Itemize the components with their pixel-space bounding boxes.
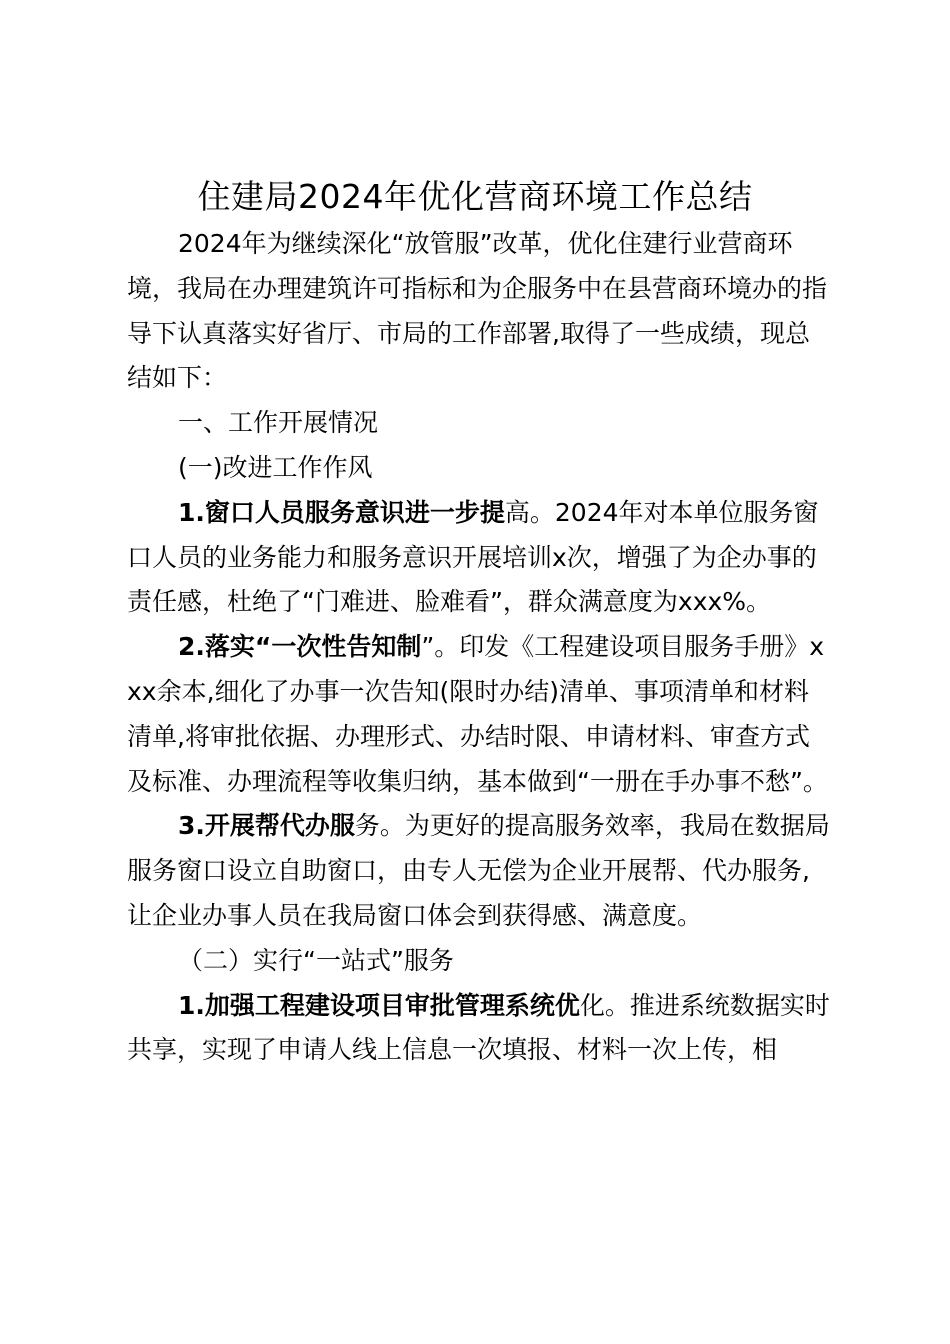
document-title: 住建局2024年优化营商环境工作总结 (197, 177, 753, 216)
document-body (127, 222, 833, 1073)
subsection-2-heading: （二）实行“一站式”服务 (178, 945, 454, 975)
item-1-2-text: ”。印发《工程建设项目服务手册》xxx余本,细化了办事一次告知(限时办结)清单、事项清单和材料清单,将审批依据、办理形式、办结时限、申请材料、审查方式及标准、办理流程等收集归纳，基本做到“一册在手办事不愁”。 (127, 632, 828, 796)
item-2-1-text: 化。推进系统数据实时共享，实现了申请人线上信息一次填报、材料一次上传，相 (127, 990, 830, 1065)
item-1-2-paragraph (127, 625, 833, 804)
item-2-1-lead: 1.加强工程建设项目审批管理系统优 (178, 990, 580, 1020)
item-1-2-lead: 2.落实“一次性告知制 (178, 632, 422, 662)
item-1-3-text: 务。为更好的提高服务效率，我局在数据局服务窗口设立自助窗口，由专人无偿为企业开展帮、代办服务,让企业办事人员在我局窗口体会到获得感、满意度。 (127, 811, 830, 930)
item-1-1-text: 高。2024年对本单位服务窗口人员的业务能力和服务意识开展培训x次，增强了为企办事的责任感，杜绝了“门难进、脸难看”，群众满意度为xxx%。 (127, 497, 819, 617)
intro-paragraph: 2024年为继续深化“放管服”改革，优化住建行业营商环境，我局在办理建筑许可指标和为企服务中在县营商环境办的指导下认真落实好省厅、市局的工作部署,取得了一些成绩，现总结如下： (127, 229, 828, 393)
subsection-1-heading: (一)改进工作作风 (178, 452, 373, 482)
section-1-heading: 一、工作开展情况 (178, 408, 379, 438)
item-1-3-lead: 3.开展帮代办服 (178, 811, 355, 841)
item-2-1-paragraph (127, 984, 833, 1074)
item-1-1-paragraph (127, 491, 833, 625)
item-1-3-paragraph (127, 804, 833, 938)
item-1-1-lead: 1.窗口人员服务意识进一步提 (178, 497, 505, 527)
